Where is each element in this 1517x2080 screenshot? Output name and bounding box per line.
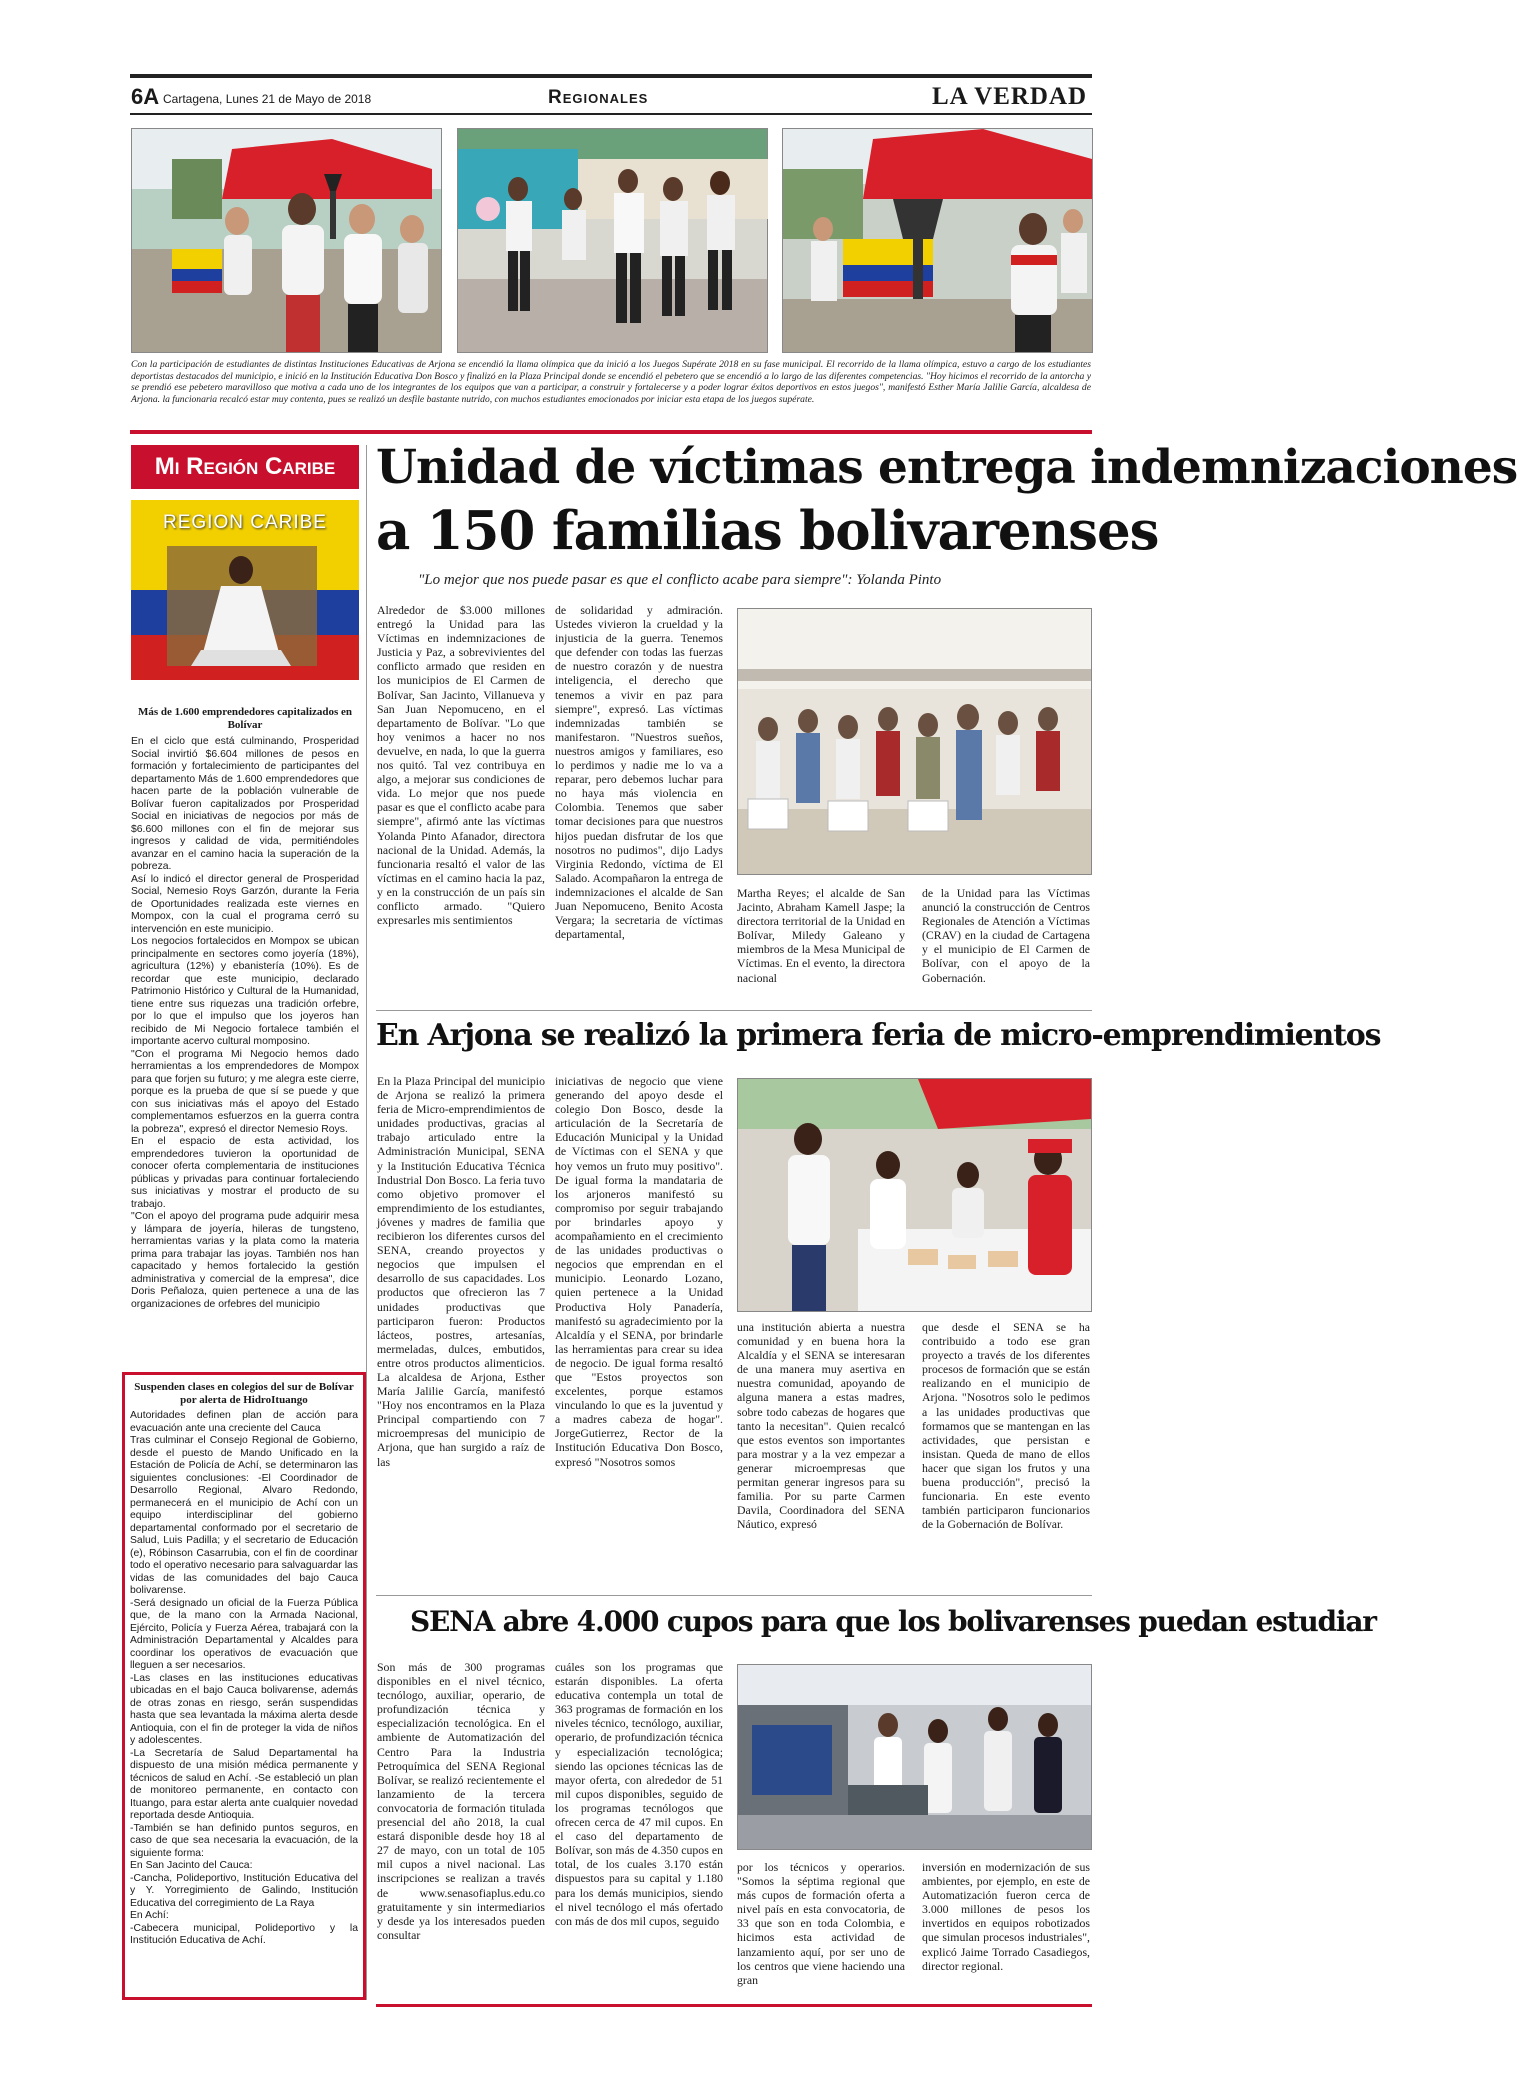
sidebar-story1-paragraph: "Con el apoyo del programa pude adquirir mesa y lámpara de joyería, hileras de tungsteno, herramientas varias y la plata como la materia prima para trabajar las joyas. También nos han capacitado y hemos fortalecido la gestión administrativa y comercial de la empresa", dice Doris Peñaloza, quien pertenece a una de las organizaciones de orfebres del municipio: [131, 1211, 359, 1310]
article1-column-4: de la Unidad para las Víctimas anunció la construcción de Centros Regionales de Atención a Víctimas (CRAV) en la ciudad de Cartagena y el municipio de El Carmen de Bolívar, con el apoyo de la Gobernación.: [922, 886, 1090, 985]
sidebar-story2-paragraph: -Las clases en las instituciones educativas ubicadas en el bajo Cauca bolivarense, además de otras zonas en riesgo, serán suspendidas hasta que sea levantada la máxima alerta desde Antioquia, con el fin de proteger la vida de niños y adolescentes.: [130, 1672, 358, 1746]
sidebar-divider: [366, 445, 367, 2000]
sidebar-story1-paragraph: "Con el programa Mi Negocio hemos dado herramientas a los emprendedores de Mompox para que forjen su futuro; y me alegra este cierre, porque es la prueba de que sí se puede y que con sus iniciativas más el apoyo del Estado complementamos esfuerzos en la guerra contra la pobreza", expresó el director Nemesio Roys.: [131, 1048, 359, 1135]
region-graphic-label: REGION CARIBE: [163, 512, 327, 533]
photo-victims-event: [737, 608, 1092, 875]
article3-column-2: cuáles son los programas que estarán disponibles. La oferta educativa contempla un total de 363 programas de formación en los niveles técnico, tecnólogo, auxiliar, operario, de profundización técnica y especialización tecnológica; siendo las opciones técnicas las de mayor oferta, con alrededor de 51 mil cupos disponibles, seguido de los programas tecnólogos que ofrecen cerca de 47 mil cupos. En el caso del departamento de Bolívar, son más de 4.350 cupos en total, de los cuales 3.170 están dispuestos para su capital y 1.180 para los demás municipios, siendo el nivel tecnólogo el más ofertado con más de dos mil cupos, seguido: [555, 1660, 723, 1928]
sidebar-story2-body: [130, 1410, 358, 1994]
article2-headline: En Arjona se realizó la primera feria de micro-emprendimientos: [376, 1018, 1381, 1053]
article1-subhead: "Lo mejor que nos puede pasar es que el conflicto acabe para siempre": Yolanda Pinto: [418, 572, 942, 588]
sidebar-story2-paragraph: -La Secretaría de Salud Departamental ha dispuesto de una misión médica permanente y técnicos de salud en Achí. -Se estableció un plan de monitoreo permanente, en contacto con Ituango, para estar alerta ante cualquier novedad reportada desde Antioquia.: [130, 1747, 358, 1821]
article1-column-1: Alrededor de $3.000 millones entregó la Unidad para las Víctimas en indemnizaciones de Justicia y Paz, a sobrevivientes del conflicto armado que residen en los municipios de El Carmen de Bolívar, San Jacinto, Villanueva y San Juan Nepomuceno, en el departamento de Bolívar. "Lo que hoy venimos a hacer no nos devuelve, en nada, lo que la guerra nos quitó. Tal vez contribuya en algo, a mejorar sus condiciones de vida. Lo mejor que nos puede pasar es que el conflicto acabe para siempre", afirmó ante las víctimas Yolanda Pinto Afanador, directora nacional de la Unidad. Además, la funcionaria resaltó el valor de las víctimas en el camino hacia la paz, y en la construcción de un país sin conflicto armado. "Quiero expresarles mis sentimientos: [377, 603, 545, 928]
article2-column-2: iniciativas de negocio que viene generando del apoyo desde el colegio Don Bosco, desde la articulación de la Secretaría de Educación Municipal y la Unidad de Víctimas con el SENA y que hoy vemos un fruto muy positivo". De igual forma la mandataria de los arjoneros manifestó su compromiso por seguir trabajando por brindarles apoyo y acompañamiento en el crecimiento de las unidades productivas o negocios que emprendan en el municipio. Leonardo Lozano, quien pertenece a la Unidad Productiva Holy Panadería, manifestó su agradecimiento por la Alcaldía y el SENA, por brindarle las herramientas para crear su idea de negocio. De igual forma resaltó que "Estos proyectos son excelentes, porque estamos vinculando lo que es la juventud y a madres cabeza de hogar". JorgeGutierrez, Rector de la Institución Educativa Don Bosco, expresó "Nosotros somos: [555, 1074, 723, 1469]
article1-headline-line1: Unidad de víctimas entrega indemnizaciones: [376, 440, 1517, 495]
sidebar-story2-paragraph: -También se han definido puntos seguros, en caso de que sea necesaria la evacuación, de la siguiente forma:: [130, 1822, 358, 1859]
section-title: Regionales: [548, 87, 649, 108]
sidebar-story1-paragraph: Así lo indicó el director general de Prosperidad Social, Nemesio Roys Garzón, durante la Feria de Oportunidades realizada este viernes en Mompox, con la cual el programa cerró su intervención en este municipio.: [131, 873, 359, 935]
photo-student-parade: [457, 128, 768, 353]
article3-column-4: inversión en modernización de sus ambientes, por ejemplo, en este de Automatización fueron cerca de 3.000 millones de pesos los invertidos en equipos robotizados que simulan procesos industriales", explicó Jaime Torrado Casadiegos, director regional.: [922, 1860, 1090, 1973]
sidebar-story1-paragraph: Los negocios fortalecidos en Mompox se ubican principalmente en sectores como joyería (18%), agricultura (12%) y ebanistería (10%). Es de recordar que este municipio, declarado Patrimonio Histórico y Cultural de la Humanidad, tiene entre sus riquezas una tradición orfebre, por lo que el impulso que los joyeros han recibido de Mi Negocio fortalece también el importante acervo cultural momposino.: [131, 936, 359, 1047]
article2-column-4: que desde el SENA se ha contribuido a todo ese gran proyecto a través de los diferentes procesos de formación que se están realizando en el municipio de Arjona. "Nosotros solo le pedimos a las unidades productivas que formamos que se mantengan en las actividades, que persistan e insistan. Queda de mano de ellos hacer que sigan los frutos y una buena producción", precisó la funcionaria. En este evento también participaron funcionarios de la Gobernación de Bolívar.: [922, 1320, 1090, 1532]
photo-microenterprise-fair: [737, 1078, 1092, 1312]
article1-divider: [376, 1010, 1092, 1011]
sidebar-story2-paragraph: Autoridades definen plan de acción para evacuación ante una creciente del Cauca: [130, 1410, 358, 1434]
article2-column-3: una institución abierta a nuestra comunidad y en buena hora la Alcaldía y el SENA se interesaran de una manera muy asertiva en nuestra comunidad, apoyando de alguna manera a estas madres, sobre todo cabezas de hogares que tanto la necesitan". Quien recalcó que estos eventos son importantes para mostrar y a la vez empezar a generar microempresas que permitan generar ingresos para su familia. Por su parte Carmen Davila, Coordinadora del SENA Náutico, expresó: [737, 1320, 905, 1532]
article2-column-1: En la Plaza Principal del municipio de Arjona se realizó la primera feria de Micro-emprendimientos de unidades productivas, gracias al trabajo articulado entre la Administración Municipal, SENA y la Institución Educativa Técnica Industrial Don Bosco. La feria tuvo como objetivo promover el emprendimiento de los estudiantes, jóvenes y madres de familia que recibieron los diferentes cursos del SENA, creando proyectos y negocios que impulsen el desarrollo de sus capacidades. Los productos que ofrecieron las 7 unidades productivas que participaron fueron: Productos lácteos, postres, artesanías, mermeladas, dulces, embutidos, entre otros productos alimenticios. La alcaldesa de Arjona, Esther María Jalilie García, manifestó "Hoy nos encontramos en la Plaza Principal compartiendo con 7 microempresas del municipio de Arjona, que han surgido a raíz de las: [377, 1074, 545, 1469]
header-bottom-rule: [130, 113, 1092, 115]
sidebar-story1-paragraph: En el ciclo que está culminando, Prosperidad Social invirtió $6.604 millones de pesos en formación y fortalecimiento de participantes del departamento Más de 1.600 emprendedores que hacen parte de la población vulnerable de Bolívar fueron capitalizados por Prosperidad Social en iniciativas de negocios por más de $6.600 millones con el fin de mejorar sus ingresos y calidad de vida, permitiéndoles avanzar en el camino hacia la superación de la pobreza.: [131, 736, 359, 872]
article1-headline-line2: a 150 familias bolivarenses: [376, 500, 1159, 562]
article1-column-2: de solidaridad y admiración. Ustedes vivieron la crueldad y la injusticia de la guerra. Tenemos que defender con todas las fuerzas de nuestro corazón y de nuestra inteligencia, el derecho que tenemos a vivir en paz para siempre", expresó. Las víctimas indemnizadas también se manifestaron. "Nuestros sueños, nuestros amigos y familiares, eso lo perdimos y nadie me lo va a reparar, pero debemos luchar para no haya más violencia en Colombia. Tenemos que saber tomar decisiones para que nuestros hijos puedan disfrutar de los que nosotros no pudimos", dijo Ladys Virginia Redondo, víctima de El Salado. Acompañaron la entrega de indemnizaciones el alcalde de San Juan Nepomuceno, Benito Acosta Vergara; la secretaria de víctimas departamental,: [555, 603, 723, 942]
photo-torch-bearers: [131, 128, 442, 353]
top-photo-caption: Con la participación de estudiantes de distintas Instituciones Educativas de Arjona se encendió la llama olímpica que da inició a los Juegos Supérate 2018 en su fase municipal. El recorrido de la llama olímpica, estuvo a cargo de los estudiantes deportistas destacados del municipio, e inició en la Institución Educativa Don Bosco y finalizó en la Plaza Principal donde se encendió el pebetero que se encendió a lo largo de las diferentes competencias. "Hoy hicimos el recorrido de la antorcha y se prendió ese pebetero maravilloso que motiva a cada uno de los integrantes de los equipos que van a participar, a construir y fortalecerse y a poder lograr éxitos deportivos en estos juegos", manifestó Esther María Jalilie García, alcaldesa de Arjona. la funcionaria recalcó estar muy contenta, pues se realizó un desfile bastante nutrido, con muchos estudiantes emocionados por iniciar esta etapa de los juegos supérate.: [131, 359, 1091, 405]
sidebar-story1-title: Más de 1.600 emprendedores capitalizados en Bolívar: [137, 706, 353, 731]
region-caribe-graphic: [131, 500, 359, 680]
sidebar-story2-title: Suspenden clases en colegios del sur de Bolívar por alerta de HidroItuango: [134, 1381, 354, 1406]
article3-column-1: Son más de 300 programas disponibles en el nivel técnico, tecnólogo, auxiliar, operario, de profundización técnica y especialización tecnológica. En el ambiente de Automatización del Centro Para la Industria Petroquímica del SENA Regional Bolívar, se realizó recientemente el lanzamiento de la tercera convocatoria de formación titulada presencial del año 2018, la cual estará disponible desde hoy 18 al 27 de mayo, con un total de 105 mil cupos a nivel nacional. Las inscripciones se realizan a través de www.senasofiaplus.edu.co gratuitamente y sin intermediarios y desde ya los interesados pueden consultar: [377, 1660, 545, 1942]
issue-date: Cartagena, Lunes 21 de Mayo de 2018: [163, 92, 372, 106]
sidebar-story2-paragraph: -Cancha, Polideportivo, Institución Educativa del y Y. Yorregimiento de Galindo, Institución Educativa del corregimiento de La Raya: [130, 1872, 358, 1909]
sidebar-story2-paragraph: -Cabecera municipal, Polideportivo y la Institución Educativa de Achí.: [130, 1922, 358, 1946]
sidebar-story2-paragraph: En San Jacinto del Cauca:: [130, 1860, 253, 1871]
sidebar-story2-paragraph: En Achí:: [130, 1910, 169, 1921]
article3-column-3: por los técnicos y operarios. "Somos la séptima regional que más cupos de formación oferta a nivel país en esta convocatoria, de 33 que son en toda Colombia, e hicimos esta actividad de lanzamiento aquí, por ser uno de los centros que viene haciendo una gran: [737, 1860, 905, 1987]
photo-sena-lab: [737, 1664, 1092, 1850]
sidebar-story2-paragraph: Tras culminar el Consejo Regional de Gobierno, desde el puesto de Mando Unificado en la Estación de Policía de Achí, se determinaron las siguientes conclusiones: -El Coordinador de Desarrollo Regional, Alvaro Redondo, permanecerá en el municipio de Achí con un equipo interdisciplinar del gobierno departamental conformado por el secretario de Salud, Luis Padilla; y el secretario de Educación (e), Róbinson Casarrubia, con el fin de coordinar todo el operativo necesario para salvaguardar las vidas de las comunidades del bajo Cauca bolivarense.: [130, 1435, 358, 1596]
article1-column-3: Martha Reyes; el alcalde de San Jacinto, Abraham Kamell Jaspe; la directora territorial de la Unidad en Bolívar, Miledy Galeano y miembros de la Mesa Municipal de Víctimas. En el evento, la directora nacional: [737, 886, 905, 985]
page-number: 6A: [131, 84, 160, 109]
sidebar-story1-paragraph: En el espacio de esta actividad, los emprendedores tuvieron la oportunidad de conocer oferta complementaria de instituciones públicas y privadas para continuar fortaleciendo sus iniciativas y mostrar el producto de su trabajo.: [131, 1136, 359, 1210]
sidebar-story1-body: [131, 736, 359, 1362]
red-divider-bottom: [376, 2004, 1092, 2007]
article2-divider: [376, 1595, 1092, 1596]
photo-cauldron-lighting: [782, 128, 1093, 353]
header-top-rule: [130, 74, 1092, 78]
article3-headline: SENA abre 4.000 cupos para que los bolivarenses puedan estudiar: [410, 1605, 1376, 1638]
newspaper-name: LA VERDAD: [932, 83, 1088, 110]
region-badge: Mi Región Caribe: [131, 445, 359, 489]
red-divider-top: [130, 430, 1092, 434]
sidebar-story2-paragraph: -Será designado un oficial de la Fuerza Pública que, de la mano con la Armada Nacional, Ejército, Policía y Fuerza Aérea, trabajará con la Administración Departamental y Alcaldes para coordinar los operativos de evacuación que lleguen a ser necesarios.: [130, 1597, 358, 1671]
